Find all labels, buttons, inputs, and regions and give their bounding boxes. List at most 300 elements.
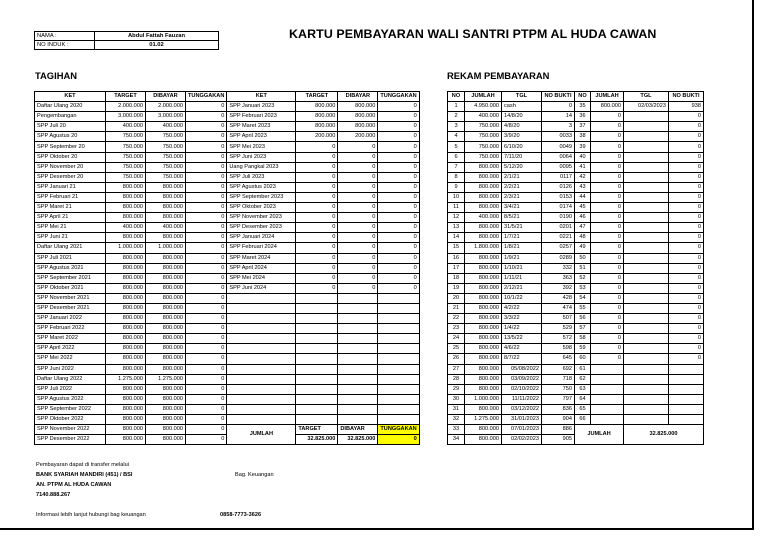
no-bukti-cell: 529 bbox=[542, 324, 575, 334]
no-cell: 35 bbox=[575, 102, 591, 112]
tgl-cell: 13/5/22 bbox=[502, 334, 542, 344]
target-cell: 0 bbox=[296, 192, 338, 202]
table-row bbox=[35, 273, 420, 283]
empty-cell bbox=[338, 415, 378, 425]
no-bukti-cell: 3 bbox=[542, 122, 575, 132]
no-cell: 45 bbox=[575, 203, 591, 213]
dibayar-cell: 750.000 bbox=[146, 132, 186, 142]
target-cell: 0 bbox=[296, 182, 338, 192]
column-header: DIBAYAR bbox=[338, 92, 378, 102]
tgl-cell: 8/5/21 bbox=[502, 213, 542, 223]
empty-cell bbox=[378, 303, 419, 313]
tunggakan-cell: 0 bbox=[378, 112, 419, 122]
target-cell: 2.000.000 bbox=[106, 102, 146, 112]
tgl-cell: 6/10/20 bbox=[502, 142, 542, 152]
table-row bbox=[448, 112, 704, 122]
tgl-cell bbox=[624, 213, 669, 223]
dibayar-cell: 0 bbox=[338, 182, 378, 192]
empty-cell bbox=[296, 334, 338, 344]
no-bukti-cell: 507 bbox=[542, 314, 575, 324]
tunggakan-cell: 0 bbox=[378, 142, 419, 152]
no-cell: 41 bbox=[575, 162, 591, 172]
tgl-cell bbox=[624, 384, 669, 394]
tunggakan-cell: 0 bbox=[186, 152, 227, 162]
empty-cell bbox=[338, 404, 378, 414]
table-row bbox=[448, 132, 704, 142]
empty-cell bbox=[378, 364, 419, 374]
tgl-cell: 4/2/22 bbox=[502, 303, 542, 313]
no-cell: 8 bbox=[448, 172, 465, 182]
tgl-cell: 2/3/21 bbox=[502, 192, 542, 202]
tgl-cell bbox=[624, 394, 669, 404]
no-bukti-cell: 905 bbox=[542, 435, 575, 445]
no-bukti-cell: 0289 bbox=[542, 253, 575, 263]
tunggakan-cell: 0 bbox=[186, 334, 227, 344]
table-row bbox=[448, 425, 704, 435]
empty-cell bbox=[227, 404, 296, 414]
rekam-summary-label: JUMLAH bbox=[575, 425, 624, 445]
table-row bbox=[448, 203, 704, 213]
no-bukti-cell: 0049 bbox=[542, 142, 575, 152]
table-row bbox=[448, 354, 704, 364]
no-bukti-cell: 938 bbox=[669, 102, 704, 112]
no-bukti-cell: 0064 bbox=[542, 152, 575, 162]
tgl-cell: 1/4/22 bbox=[502, 324, 542, 334]
target-cell: 0 bbox=[296, 233, 338, 243]
no-cell: 65 bbox=[575, 404, 591, 414]
tgl-cell: 2/12/21 bbox=[502, 283, 542, 293]
footer-phone: 0858-7773-3626 bbox=[220, 512, 262, 518]
ket-cell: SPP September 2022 bbox=[35, 404, 106, 414]
ket-cell: SPP Oktober 2021 bbox=[35, 283, 106, 293]
ket-cell: SPP Agustus 2021 bbox=[35, 263, 106, 273]
tgl-cell bbox=[624, 283, 669, 293]
no-cell: 40 bbox=[575, 152, 591, 162]
ket-cell: SPP September 20 bbox=[35, 142, 106, 152]
ket-cell: SPP Juli 2021 bbox=[35, 253, 106, 263]
empty-cell bbox=[378, 324, 419, 334]
table-row bbox=[448, 374, 704, 384]
no-bukti-cell: 0 bbox=[669, 324, 704, 334]
tgl-cell: 1/8/21 bbox=[502, 243, 542, 253]
summary-dibayar-value: 32.825.000 bbox=[338, 435, 378, 445]
ket-cell: SPP April 21 bbox=[35, 213, 106, 223]
no-cell: 22 bbox=[448, 314, 465, 324]
no-bukti-cell: 797 bbox=[542, 394, 575, 404]
target-cell: 750.000 bbox=[106, 152, 146, 162]
empty-cell bbox=[296, 293, 338, 303]
dibayar-cell: 1.275.000 bbox=[146, 374, 186, 384]
ket-cell: SPP Mei 2024 bbox=[227, 273, 296, 283]
tunggakan-cell: 0 bbox=[186, 354, 227, 364]
ket-cell: SPP Februari 2022 bbox=[35, 324, 106, 334]
no-bukti-cell: 0 bbox=[669, 273, 704, 283]
table-row bbox=[448, 182, 704, 192]
table-row bbox=[448, 152, 704, 162]
tunggakan-cell: 0 bbox=[186, 263, 227, 273]
no-cell: 66 bbox=[575, 415, 591, 425]
tunggakan-cell: 0 bbox=[378, 102, 419, 112]
ket-cell: SPP Juli 20 bbox=[35, 122, 106, 132]
tunggakan-cell: 0 bbox=[186, 243, 227, 253]
tunggakan-cell: 0 bbox=[378, 122, 419, 132]
empty-cell bbox=[227, 364, 296, 374]
no-cell: 9 bbox=[448, 182, 465, 192]
target-cell: 800.000 bbox=[106, 283, 146, 293]
jumlah-cell: 1.275.000 bbox=[465, 415, 502, 425]
ket-cell: SPP Maret 2023 bbox=[227, 122, 296, 132]
no-bukti-cell: 572 bbox=[542, 334, 575, 344]
table-row bbox=[448, 102, 704, 112]
ket-cell: SPP Desember 2023 bbox=[227, 223, 296, 233]
ket-cell: SPP Januari 2024 bbox=[227, 233, 296, 243]
target-cell: 800.000 bbox=[296, 122, 338, 132]
target-cell: 800.000 bbox=[106, 344, 146, 354]
target-cell: 800.000 bbox=[296, 102, 338, 112]
empty-cell bbox=[296, 415, 338, 425]
tunggakan-cell: 0 bbox=[186, 324, 227, 334]
table-row bbox=[35, 243, 420, 253]
jumlah-cell: 750.000 bbox=[465, 142, 502, 152]
no-cell: 4 bbox=[448, 132, 465, 142]
jumlah-cell: 0 bbox=[591, 233, 624, 243]
no-cell: 21 bbox=[448, 303, 465, 313]
jumlah-cell: 0 bbox=[591, 283, 624, 293]
no-bukti-cell bbox=[669, 384, 704, 394]
dibayar-cell: 800.000 bbox=[146, 324, 186, 334]
target-cell: 800.000 bbox=[106, 425, 146, 435]
tgl-cell bbox=[624, 303, 669, 313]
ket-cell: SPP Mei 2023 bbox=[227, 142, 296, 152]
dibayar-cell: 0 bbox=[338, 243, 378, 253]
ket-cell: SPP Desember 2021 bbox=[35, 303, 106, 313]
tgl-cell: 4/8/20 bbox=[502, 122, 542, 132]
table-row bbox=[448, 223, 704, 233]
empty-cell bbox=[296, 394, 338, 404]
jumlah-cell: 800.000 bbox=[465, 404, 502, 414]
table-row bbox=[35, 132, 420, 142]
dibayar-cell: 800.000 bbox=[338, 112, 378, 122]
column-header: TUNGGAKAN bbox=[378, 92, 419, 102]
no-bukti-cell: 0 bbox=[669, 334, 704, 344]
no-cell: 47 bbox=[575, 223, 591, 233]
table-row bbox=[448, 162, 704, 172]
jumlah-cell: 800.000 bbox=[465, 314, 502, 324]
ket-cell: SPP Oktober 20 bbox=[35, 152, 106, 162]
table-row bbox=[448, 415, 704, 425]
no-cell: 1 bbox=[448, 102, 465, 112]
no-cell: 57 bbox=[575, 324, 591, 334]
empty-cell bbox=[338, 324, 378, 334]
target-cell: 200.000 bbox=[296, 132, 338, 142]
tunggakan-cell: 0 bbox=[186, 303, 227, 313]
empty-cell bbox=[338, 364, 378, 374]
tunggakan-cell: 0 bbox=[186, 122, 227, 132]
no-cell: 19 bbox=[448, 283, 465, 293]
table-row bbox=[448, 314, 704, 324]
jumlah-cell: 0 bbox=[591, 203, 624, 213]
dibayar-cell: 800.000 bbox=[146, 334, 186, 344]
no-cell: 29 bbox=[448, 384, 465, 394]
no-cell: 18 bbox=[448, 273, 465, 283]
student-id-row bbox=[35, 41, 219, 50]
no-bukti-cell: 0 bbox=[669, 233, 704, 243]
no-cell: 50 bbox=[575, 253, 591, 263]
target-cell: 0 bbox=[296, 213, 338, 223]
jumlah-cell: 0 bbox=[591, 142, 624, 152]
target-cell: 800.000 bbox=[106, 415, 146, 425]
table-row bbox=[35, 303, 420, 313]
jumlah-cell: 800.000 bbox=[465, 354, 502, 364]
no-bukti-cell bbox=[669, 415, 704, 425]
jumlah-cell: 0 bbox=[591, 263, 624, 273]
table-row bbox=[448, 263, 704, 273]
ket-cell: Daftar Ulang 2022 bbox=[35, 374, 106, 384]
dibayar-cell: 800.000 bbox=[146, 293, 186, 303]
column-header: JUMLAH bbox=[465, 92, 502, 102]
dibayar-cell: 800.000 bbox=[146, 404, 186, 414]
dibayar-cell: 750.000 bbox=[146, 142, 186, 152]
table-row bbox=[448, 344, 704, 354]
empty-cell bbox=[378, 394, 419, 404]
tunggakan-cell: 0 bbox=[378, 172, 419, 182]
jumlah-cell: 800.000 bbox=[591, 102, 624, 112]
jumlah-cell: 800.000 bbox=[465, 374, 502, 384]
empty-cell bbox=[378, 415, 419, 425]
target-cell: 1.000.000 bbox=[106, 243, 146, 253]
no-bukti-cell: 363 bbox=[542, 273, 575, 283]
no-bukti-cell: 0117 bbox=[542, 172, 575, 182]
no-cell: 7 bbox=[448, 162, 465, 172]
dibayar-cell: 800.000 bbox=[146, 182, 186, 192]
empty-cell bbox=[378, 374, 419, 384]
table-row bbox=[448, 324, 704, 334]
empty-cell bbox=[227, 354, 296, 364]
empty-cell bbox=[338, 384, 378, 394]
no-cell: 37 bbox=[575, 122, 591, 132]
no-cell: 46 bbox=[575, 213, 591, 223]
no-cell: 17 bbox=[448, 263, 465, 273]
footer-info: Informasi lebih lanjut hubungi bag keuangan bbox=[36, 512, 146, 518]
dibayar-cell: 750.000 bbox=[146, 172, 186, 182]
ket-cell: Pengembangan bbox=[35, 112, 106, 122]
table-row bbox=[448, 172, 704, 182]
no-bukti-cell: 0 bbox=[669, 283, 704, 293]
empty-cell bbox=[296, 364, 338, 374]
ket-cell: SPP November 20 bbox=[35, 162, 106, 172]
no-cell: 52 bbox=[575, 273, 591, 283]
tunggakan-cell: 0 bbox=[186, 132, 227, 142]
empty-cell bbox=[227, 415, 296, 425]
jumlah-cell: 0 bbox=[591, 243, 624, 253]
ket-cell: SPP Agustus 2022 bbox=[35, 394, 106, 404]
table-row bbox=[448, 334, 704, 344]
jumlah-cell: 800.000 bbox=[465, 203, 502, 213]
table-row bbox=[448, 364, 704, 374]
no-bukti-cell: 718 bbox=[542, 374, 575, 384]
tunggakan-cell: 0 bbox=[378, 213, 419, 223]
target-cell: 0 bbox=[296, 223, 338, 233]
table-row bbox=[35, 142, 420, 152]
jumlah-cell: 0 bbox=[591, 182, 624, 192]
jumlah-cell: 0 bbox=[591, 213, 624, 223]
jumlah-cell: 800.000 bbox=[465, 192, 502, 202]
ket-cell: SPP Juni 21 bbox=[35, 233, 106, 243]
tgl-cell: 8/7/22 bbox=[502, 354, 542, 364]
tunggakan-cell: 0 bbox=[378, 162, 419, 172]
student-id-value: 01.02 bbox=[95, 41, 219, 50]
tgl-cell bbox=[624, 203, 669, 213]
empty-cell bbox=[338, 394, 378, 404]
table-row bbox=[35, 162, 420, 172]
tunggakan-cell: 0 bbox=[186, 364, 227, 374]
ket-cell: SPP Januari 2022 bbox=[35, 314, 106, 324]
empty-cell bbox=[227, 384, 296, 394]
tgl-cell bbox=[624, 324, 669, 334]
tgl-cell bbox=[624, 142, 669, 152]
no-bukti-cell: 428 bbox=[542, 293, 575, 303]
tgl-cell: 1/11/21 bbox=[502, 273, 542, 283]
table-row bbox=[35, 334, 420, 344]
target-cell: 800.000 bbox=[106, 303, 146, 313]
table-row bbox=[35, 404, 420, 414]
no-bukti-cell: 0 bbox=[669, 132, 704, 142]
tgl-cell bbox=[624, 334, 669, 344]
no-cell: 12 bbox=[448, 213, 465, 223]
tgl-cell bbox=[624, 152, 669, 162]
table-row bbox=[35, 394, 420, 404]
no-bukti-cell: 0190 bbox=[542, 213, 575, 223]
no-bukti-cell: 750 bbox=[542, 384, 575, 394]
target-cell: 800.000 bbox=[106, 273, 146, 283]
empty-cell bbox=[296, 374, 338, 384]
no-cell: 51 bbox=[575, 263, 591, 273]
tunggakan-cell: 0 bbox=[378, 192, 419, 202]
tgl-cell bbox=[624, 364, 669, 374]
table-row bbox=[35, 263, 420, 273]
jumlah-cell bbox=[591, 394, 624, 404]
jumlah-cell bbox=[591, 364, 624, 374]
table-row bbox=[35, 152, 420, 162]
tgl-cell: 14/8/20 bbox=[502, 112, 542, 122]
tunggakan-cell: 0 bbox=[186, 203, 227, 213]
dibayar-cell: 800.000 bbox=[338, 102, 378, 112]
no-bukti-cell: 0 bbox=[669, 223, 704, 233]
no-cell: 32 bbox=[448, 415, 465, 425]
jumlah-cell: 800.000 bbox=[465, 253, 502, 263]
jumlah-cell: 800.000 bbox=[465, 263, 502, 273]
no-cell: 43 bbox=[575, 182, 591, 192]
no-bukti-cell: 0 bbox=[669, 112, 704, 122]
summary-dibayar-label: DIBAYAR bbox=[338, 425, 378, 435]
footer-account-number: 7140.888.267 bbox=[36, 492, 71, 498]
tunggakan-cell: 0 bbox=[378, 263, 419, 273]
no-cell: 60 bbox=[575, 354, 591, 364]
target-cell: 800.000 bbox=[106, 192, 146, 202]
dibayar-cell: 0 bbox=[338, 162, 378, 172]
tunggakan-cell: 0 bbox=[186, 172, 227, 182]
dibayar-cell: 400.000 bbox=[146, 122, 186, 132]
empty-cell bbox=[338, 354, 378, 364]
no-cell: 13 bbox=[448, 223, 465, 233]
jumlah-cell: 0 bbox=[591, 273, 624, 283]
jumlah-cell: 0 bbox=[591, 344, 624, 354]
ket-cell: SPP November 2021 bbox=[35, 293, 106, 303]
rekam-summary-value: 32.825.000 bbox=[624, 425, 704, 445]
target-cell: 800.000 bbox=[106, 314, 146, 324]
table-row bbox=[35, 192, 420, 202]
tgl-cell: 05/08/2022 bbox=[502, 364, 542, 374]
dibayar-cell: 0 bbox=[338, 253, 378, 263]
tunggakan-cell: 0 bbox=[378, 223, 419, 233]
tgl-cell: 31/01/2023 bbox=[502, 415, 542, 425]
table-row bbox=[35, 182, 420, 192]
no-bukti-cell: 392 bbox=[542, 283, 575, 293]
no-cell: 27 bbox=[448, 364, 465, 374]
dibayar-cell: 1.000.000 bbox=[146, 243, 186, 253]
tagihan-header-row bbox=[35, 92, 420, 102]
column-header: DIBAYAR bbox=[146, 92, 186, 102]
student-name-label: NAMA : bbox=[35, 32, 95, 41]
target-cell: 3.000.000 bbox=[106, 112, 146, 122]
no-bukti-cell: 0126 bbox=[542, 182, 575, 192]
footer-transfer-note: Pembayaran dapat di transfer melalui bbox=[36, 462, 129, 468]
tunggakan-cell: 0 bbox=[378, 132, 419, 142]
target-cell: 0 bbox=[296, 162, 338, 172]
column-header: KET bbox=[227, 92, 296, 102]
no-cell: 28 bbox=[448, 374, 465, 384]
dibayar-cell: 800.000 bbox=[146, 203, 186, 213]
tunggakan-cell: 0 bbox=[186, 404, 227, 414]
jumlah-cell: 0 bbox=[591, 122, 624, 132]
dibayar-cell: 0 bbox=[338, 203, 378, 213]
no-cell: 24 bbox=[448, 334, 465, 344]
target-cell: 800.000 bbox=[106, 334, 146, 344]
student-name-value: Abdul Fattah Fauzan bbox=[95, 32, 219, 41]
ket-cell: SPP Juni 2024 bbox=[227, 283, 296, 293]
no-cell: 34 bbox=[448, 435, 465, 445]
jumlah-cell: 0 bbox=[591, 253, 624, 263]
table-row bbox=[35, 324, 420, 334]
no-bukti-cell: 645 bbox=[542, 354, 575, 364]
dibayar-cell: 0 bbox=[338, 142, 378, 152]
no-bukti-cell bbox=[669, 394, 704, 404]
table-row bbox=[35, 233, 420, 243]
no-cell: 3 bbox=[448, 122, 465, 132]
tgl-cell bbox=[624, 112, 669, 122]
ket-cell: SPP Maret 2024 bbox=[227, 253, 296, 263]
ket-cell: SPP Maret 2022 bbox=[35, 334, 106, 344]
empty-cell bbox=[378, 334, 419, 344]
target-cell: 800.000 bbox=[106, 324, 146, 334]
no-cell: 44 bbox=[575, 192, 591, 202]
no-bukti-cell: 0 bbox=[669, 142, 704, 152]
tgl-cell: 3/4/21 bbox=[502, 203, 542, 213]
dibayar-cell: 800.000 bbox=[146, 364, 186, 374]
footer-signature-label: Bag. Keuangan bbox=[235, 472, 274, 478]
tunggakan-cell: 0 bbox=[186, 384, 227, 394]
tgl-cell: 03/12/2022 bbox=[502, 404, 542, 414]
summary-tunggakan-value: 0 bbox=[378, 435, 419, 445]
table-row bbox=[448, 394, 704, 404]
tgl-cell: 1/10/21 bbox=[502, 263, 542, 273]
target-cell: 800.000 bbox=[296, 112, 338, 122]
target-cell: 0 bbox=[296, 203, 338, 213]
dibayar-cell: 0 bbox=[338, 213, 378, 223]
target-cell: 0 bbox=[296, 243, 338, 253]
target-cell: 800.000 bbox=[106, 213, 146, 223]
jumlah-cell: 800.000 bbox=[465, 172, 502, 182]
